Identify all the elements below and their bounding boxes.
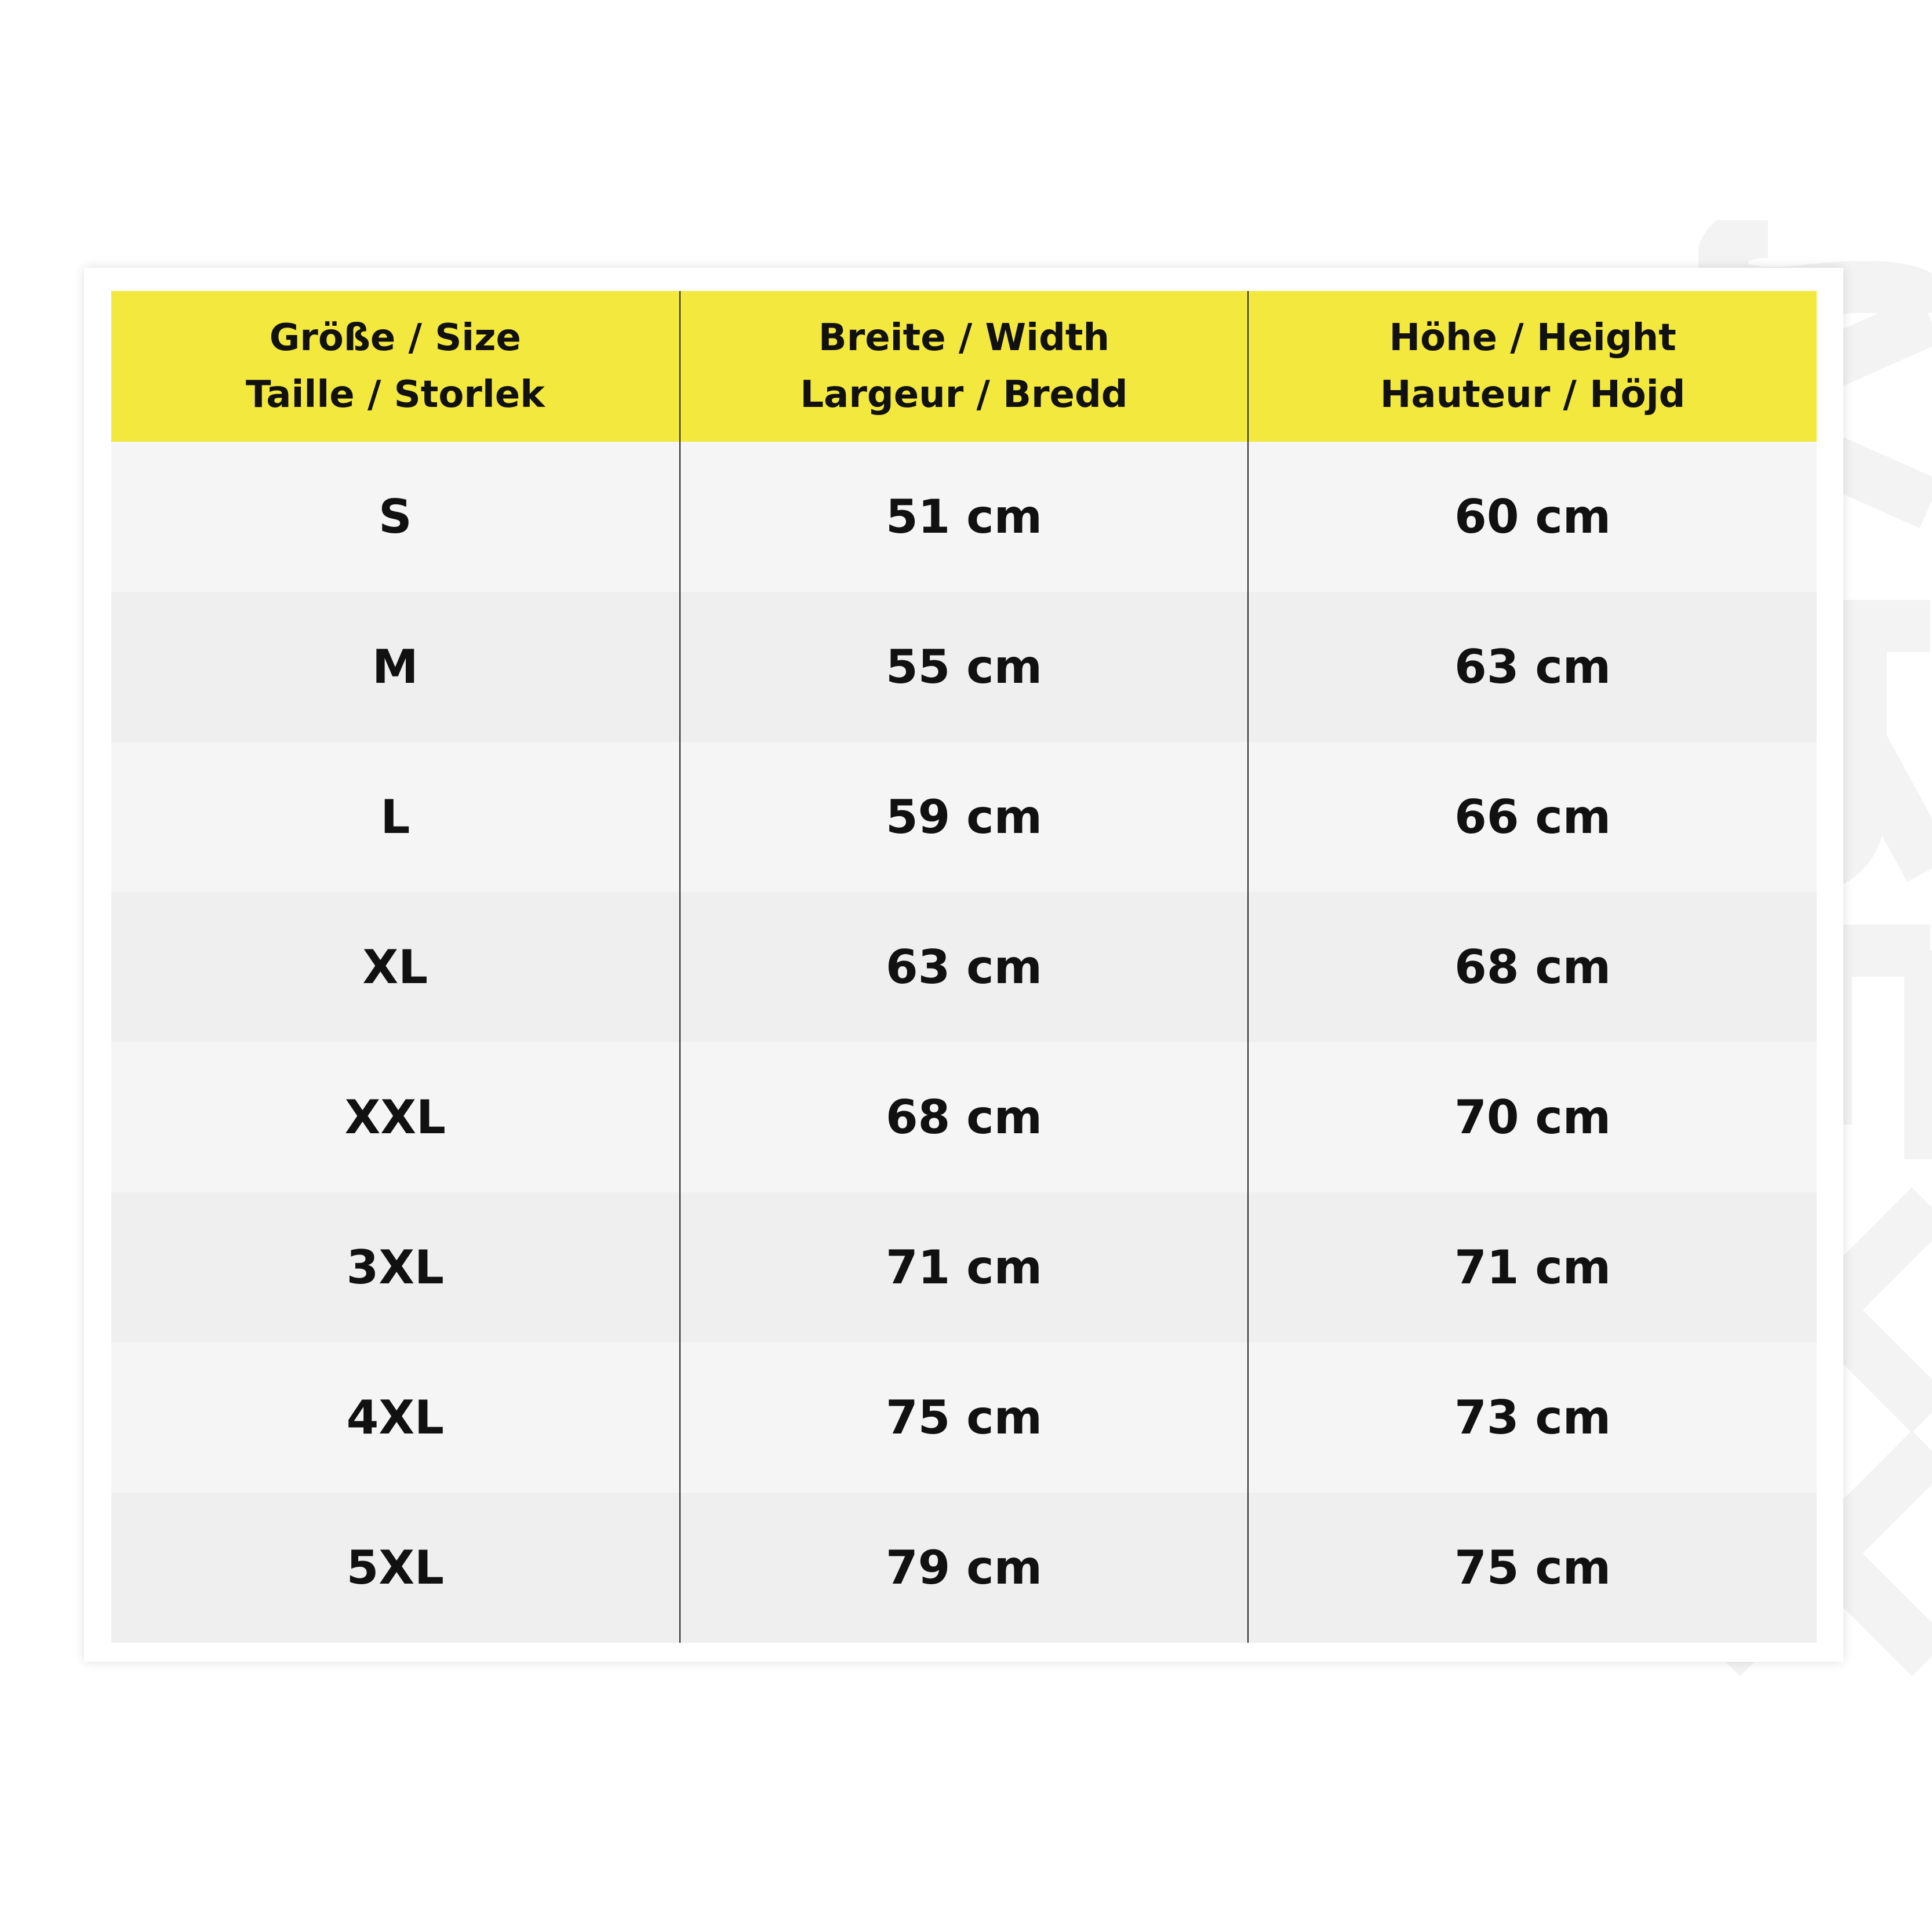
size-cell: L xyxy=(111,742,680,892)
table-row xyxy=(111,592,1817,742)
height-cell: 60 cm xyxy=(1248,442,1817,592)
width-cell: 71 cm xyxy=(680,1192,1249,1342)
size-chart-card xyxy=(84,268,1843,1662)
width-cell: 55 cm xyxy=(680,592,1249,742)
column-header-size-line1: Größe / Size xyxy=(269,316,521,359)
height-cell: 71 cm xyxy=(1248,1192,1817,1342)
table-row xyxy=(111,1493,1817,1643)
width-cell: 51 cm xyxy=(680,442,1249,592)
size-cell: XXL xyxy=(111,1042,680,1192)
size-cell: 3XL xyxy=(111,1192,680,1342)
size-table xyxy=(111,291,1817,1643)
column-header-width-line2: Largeur / Bredd xyxy=(800,373,1128,416)
width-cell: 59 cm xyxy=(680,742,1249,892)
table-row xyxy=(111,742,1817,892)
height-cell: 73 cm xyxy=(1248,1342,1817,1493)
size-cell: 4XL xyxy=(111,1342,680,1493)
size-cell: S xyxy=(111,442,680,592)
table-row xyxy=(111,442,1817,592)
width-cell: 75 cm xyxy=(680,1342,1249,1493)
column-header-width-line1: Breite / Width xyxy=(818,316,1110,359)
height-cell: 66 cm xyxy=(1248,742,1817,892)
column-header-height-line1: Höhe / Height xyxy=(1389,316,1676,359)
height-cell: 70 cm xyxy=(1248,1042,1817,1192)
table-row xyxy=(111,892,1817,1042)
width-cell: 68 cm xyxy=(680,1042,1249,1192)
table-row xyxy=(111,1042,1817,1192)
column-header-height xyxy=(1248,291,1817,442)
table-row xyxy=(111,1342,1817,1493)
column-header-width xyxy=(680,291,1249,442)
height-cell: 63 cm xyxy=(1248,592,1817,742)
height-cell: 68 cm xyxy=(1248,892,1817,1042)
column-header-height-line2: Hauteur / Höjd xyxy=(1380,373,1686,416)
width-cell: 79 cm xyxy=(680,1493,1249,1643)
size-cell: 5XL xyxy=(111,1493,680,1643)
table-row xyxy=(111,1192,1817,1342)
header-row xyxy=(111,291,1817,442)
column-header-size-line2: Taille / Storlek xyxy=(245,373,545,416)
table-body xyxy=(111,442,1817,1643)
size-cell: XL xyxy=(111,892,680,1042)
column-header-size xyxy=(111,291,680,442)
height-cell: 75 cm xyxy=(1248,1493,1817,1643)
width-cell: 63 cm xyxy=(680,892,1249,1042)
size-cell: M xyxy=(111,592,680,742)
